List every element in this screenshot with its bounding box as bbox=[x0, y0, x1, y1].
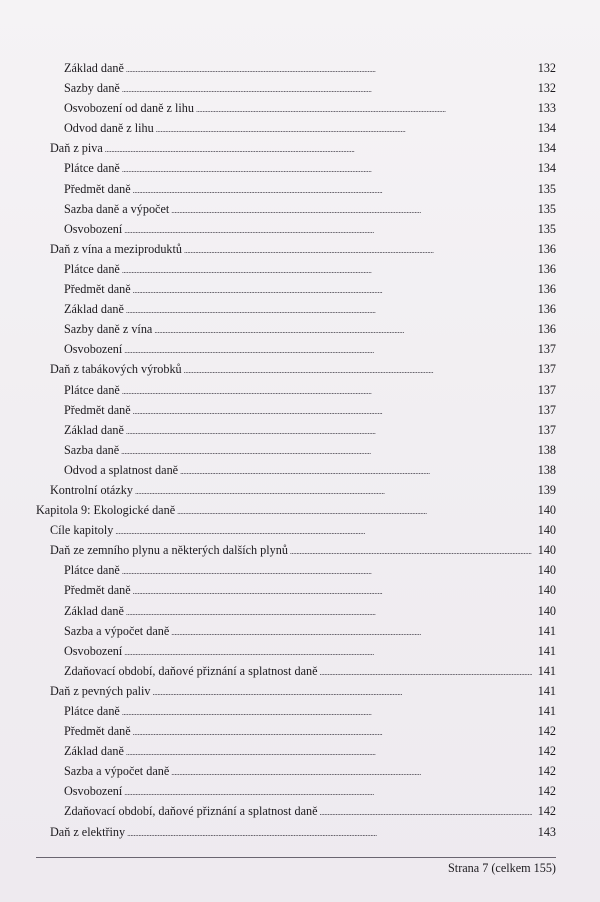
toc-entry bbox=[36, 199, 556, 219]
toc-entry bbox=[36, 460, 556, 480]
toc-entry-title: Sazba a výpočet daně bbox=[64, 764, 170, 779]
toc-entry bbox=[36, 560, 556, 580]
toc-entry-title: Plátce daně bbox=[64, 704, 120, 718]
toc-entry-title: Kontrolní otázky bbox=[50, 482, 133, 497]
toc-entry-title: Osvobození bbox=[64, 221, 123, 236]
toc-entry bbox=[36, 822, 556, 842]
toc-entry-page: 135 bbox=[537, 221, 556, 236]
toc-entry-title: Daň z piva bbox=[50, 141, 103, 156]
toc-entry bbox=[36, 661, 556, 681]
dot-leader bbox=[122, 78, 532, 100]
toc-entry-page: 134 bbox=[537, 161, 556, 176]
toc-entry-title: Základ daně bbox=[64, 302, 124, 317]
toc-entry bbox=[36, 158, 556, 178]
toc-entry-title: Plátce daně bbox=[64, 261, 120, 276]
toc-entry bbox=[36, 701, 556, 721]
toc-entry-title: Kapitola 9: Ekologické daně bbox=[36, 503, 176, 518]
dot-leader bbox=[290, 540, 532, 562]
dot-leader bbox=[124, 219, 532, 241]
toc-entry-page: 140 bbox=[537, 563, 556, 578]
toc-entry-title: Předmět daně bbox=[64, 282, 131, 297]
toc-entry-page: 137 bbox=[537, 382, 556, 397]
toc-entry bbox=[36, 580, 556, 600]
dot-leader bbox=[126, 741, 532, 763]
dot-leader bbox=[154, 319, 532, 341]
toc-entry-title: Sazba daně bbox=[64, 442, 120, 457]
dot-leader bbox=[124, 641, 532, 663]
toc-entry-page: 138 bbox=[537, 442, 556, 457]
toc-entry bbox=[36, 741, 556, 761]
toc-entry-title: Zdaňovací období, daňové přiznání a splatnost daně bbox=[64, 663, 318, 678]
toc-entry-title: Předmět daně bbox=[64, 583, 131, 598]
toc-entry-page: 142 bbox=[537, 804, 556, 819]
toc-entry bbox=[36, 621, 556, 641]
toc-entry bbox=[36, 801, 556, 821]
toc-entry bbox=[36, 641, 556, 661]
toc-entry-page: 137 bbox=[537, 342, 556, 357]
dot-leader bbox=[127, 822, 532, 844]
toc-entry-title: Zdaňovací období, daňové přiznání a splatnost daně bbox=[64, 804, 318, 819]
dot-leader bbox=[124, 339, 532, 361]
toc-entry-page: 140 bbox=[537, 523, 556, 538]
toc-entry-title: Osvobození bbox=[64, 342, 123, 357]
dot-leader bbox=[133, 580, 532, 602]
dot-leader bbox=[196, 98, 532, 120]
toc-entry-title: Sazby daně z vína bbox=[64, 322, 153, 337]
toc-entry-title: Sazba a výpočet daně bbox=[64, 623, 170, 638]
toc-entry bbox=[36, 279, 556, 299]
toc-entry bbox=[36, 219, 556, 239]
toc-entry-title: Plátce daně bbox=[64, 161, 120, 176]
footer-divider bbox=[36, 857, 556, 858]
toc-entry-title: Osvobození od daně z lihu bbox=[64, 101, 194, 116]
dot-leader bbox=[184, 359, 532, 381]
toc-entry-page: 142 bbox=[537, 784, 556, 799]
toc-entry-page: 132 bbox=[537, 61, 556, 75]
dot-leader bbox=[133, 721, 532, 743]
dot-leader bbox=[180, 460, 532, 482]
toc-entry bbox=[36, 339, 556, 359]
toc-entry-page: 132 bbox=[537, 81, 556, 96]
toc-entry-page: 134 bbox=[537, 121, 556, 136]
toc-entry-page: 136 bbox=[537, 261, 556, 276]
dot-leader bbox=[177, 500, 532, 522]
dot-leader bbox=[135, 480, 532, 502]
dot-leader bbox=[122, 380, 532, 402]
toc-entry-page: 137 bbox=[537, 422, 556, 437]
toc-entry-page: 140 bbox=[537, 583, 556, 598]
dot-leader bbox=[121, 440, 532, 462]
toc-entry bbox=[36, 299, 556, 319]
toc-entry bbox=[36, 98, 556, 118]
toc-entry-page: 135 bbox=[537, 201, 556, 216]
toc-entry bbox=[36, 520, 556, 540]
toc-entry bbox=[36, 239, 556, 259]
toc-entry bbox=[36, 78, 556, 98]
toc-entry-page: 141 bbox=[537, 623, 556, 638]
toc-entry bbox=[36, 781, 556, 801]
toc-entry bbox=[36, 118, 556, 138]
dot-leader bbox=[124, 781, 532, 803]
dot-leader bbox=[153, 681, 532, 703]
dot-leader bbox=[171, 761, 532, 783]
toc-entry-page: 142 bbox=[537, 744, 556, 759]
toc-entry-title: Daň z pevných paliv bbox=[50, 683, 151, 698]
toc-entry-title: Základ daně bbox=[64, 61, 124, 75]
toc-entry-title: Základ daně bbox=[64, 603, 124, 618]
toc-entry-title: Předmět daně bbox=[64, 181, 131, 196]
dot-leader bbox=[133, 279, 532, 301]
toc-entry bbox=[36, 420, 556, 440]
toc-entry bbox=[36, 319, 556, 339]
dot-leader bbox=[133, 179, 532, 201]
toc-entry-title: Plátce daně bbox=[64, 382, 120, 397]
toc-entry-page: 140 bbox=[537, 503, 556, 518]
toc-entry-page: 141 bbox=[537, 643, 556, 658]
toc-entry bbox=[36, 380, 556, 400]
toc-entry-title: Základ daně bbox=[64, 744, 124, 759]
dot-leader bbox=[171, 621, 532, 643]
toc-entry-title: Plátce daně bbox=[64, 563, 120, 578]
dot-leader bbox=[122, 560, 532, 582]
table-of-contents bbox=[36, 58, 556, 842]
dot-leader bbox=[122, 701, 532, 723]
toc-entry-title: Předmět daně bbox=[64, 724, 131, 739]
toc-entry bbox=[36, 761, 556, 781]
toc-entry-page: 136 bbox=[537, 241, 556, 256]
dot-leader bbox=[156, 118, 532, 140]
toc-entry-page: 142 bbox=[537, 724, 556, 739]
toc-entry-page: 140 bbox=[537, 603, 556, 618]
dot-leader bbox=[320, 661, 533, 683]
toc-entry bbox=[36, 681, 556, 701]
toc-entry-page: 137 bbox=[537, 362, 556, 377]
toc-entry-title: Daň z vína a meziproduktů bbox=[50, 241, 182, 256]
dot-leader bbox=[126, 601, 532, 623]
toc-entry-page: 143 bbox=[537, 824, 556, 839]
toc-entry-page: 133 bbox=[537, 101, 556, 116]
toc-entry bbox=[36, 440, 556, 460]
toc-entry-title: Daň z elektřiny bbox=[50, 824, 126, 839]
toc-entry bbox=[36, 359, 556, 379]
dot-leader bbox=[126, 299, 532, 321]
toc-entry-page: 141 bbox=[537, 683, 556, 698]
toc-entry bbox=[36, 500, 556, 520]
toc-entry-page: 138 bbox=[537, 462, 556, 477]
toc-entry-title: Cíle kapitoly bbox=[50, 523, 114, 538]
dot-leader bbox=[320, 801, 533, 823]
toc-entry-title: Předmět daně bbox=[64, 402, 131, 417]
toc-entry-page: 140 bbox=[537, 543, 556, 558]
dot-leader bbox=[184, 239, 532, 261]
dot-leader bbox=[105, 138, 532, 160]
toc-entry bbox=[36, 259, 556, 279]
dot-leader bbox=[115, 520, 532, 542]
dot-leader bbox=[171, 199, 532, 221]
toc-entry-title: Odvod a splatnost daně bbox=[64, 462, 179, 477]
toc-entry-page: 141 bbox=[537, 704, 556, 718]
toc-entry-title: Základ daně bbox=[64, 422, 124, 437]
toc-entry-page: 136 bbox=[537, 322, 556, 337]
page-footer: Strana 7 (celkem 155) bbox=[448, 861, 556, 875]
toc-entry-page: 137 bbox=[537, 402, 556, 417]
toc-entry-title: Sazby daně bbox=[64, 81, 120, 96]
toc-entry-page: 136 bbox=[537, 282, 556, 297]
toc-entry-page: 134 bbox=[537, 141, 556, 156]
toc-entry-title: Sazba daně a výpočet bbox=[64, 201, 170, 216]
toc-entry-title: Osvobození bbox=[64, 784, 123, 799]
toc-entry-page: 136 bbox=[537, 302, 556, 317]
toc-entry-page: 142 bbox=[537, 764, 556, 779]
toc-entry-page: 135 bbox=[537, 181, 556, 196]
dot-leader bbox=[126, 58, 532, 80]
toc-entry bbox=[36, 138, 556, 158]
toc-entry-page: 141 bbox=[537, 663, 556, 678]
toc-entry bbox=[36, 480, 556, 500]
toc-entry bbox=[36, 179, 556, 199]
toc-entry-title: Daň ze zemního plynu a některých dalších plynů bbox=[50, 543, 288, 558]
toc-entry bbox=[36, 721, 556, 741]
toc-entry-title: Odvod daně z lihu bbox=[64, 121, 154, 136]
toc-entry-title: Daň z tabákových výrobků bbox=[50, 362, 182, 377]
toc-entry bbox=[36, 601, 556, 621]
dot-leader bbox=[122, 259, 532, 281]
toc-entry bbox=[36, 540, 556, 560]
dot-leader bbox=[126, 420, 532, 442]
toc-entry bbox=[36, 58, 556, 78]
toc-entry-title: Osvobození bbox=[64, 643, 123, 658]
dot-leader bbox=[133, 400, 532, 422]
toc-entry bbox=[36, 400, 556, 420]
toc-entry-page: 139 bbox=[537, 482, 556, 497]
dot-leader bbox=[122, 158, 532, 180]
